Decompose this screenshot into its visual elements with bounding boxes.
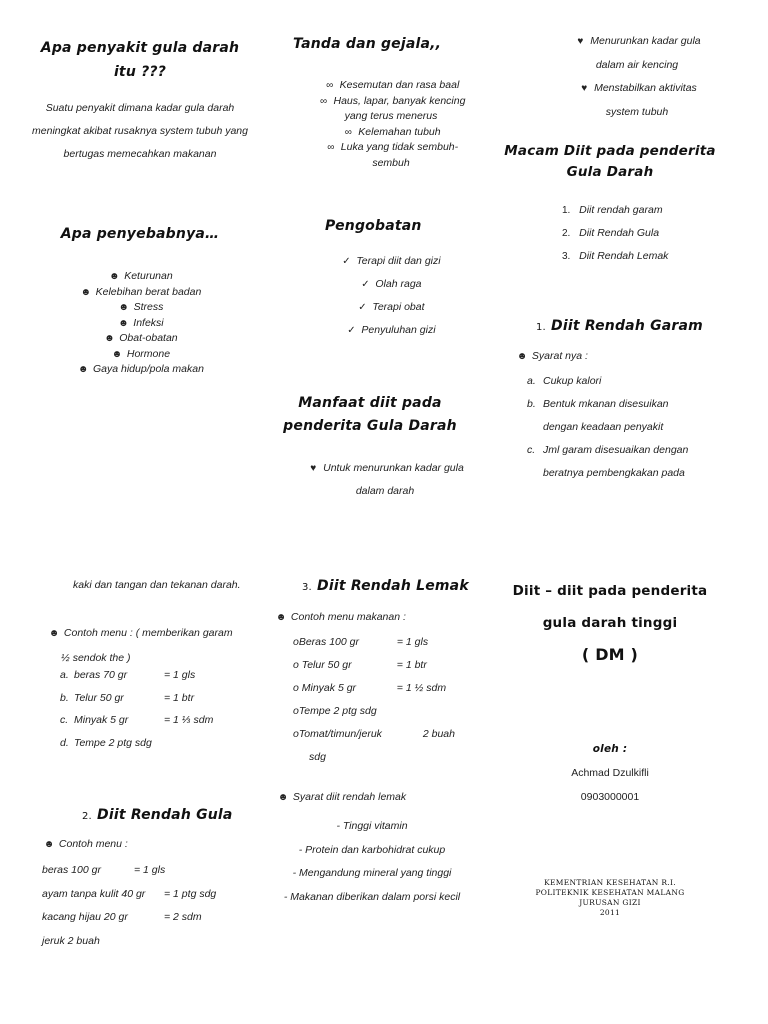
list-item: b. Bentuk mkanan disesuikan dengan keadaan penyakit <box>527 398 669 433</box>
sugar-title: 2. Diit Rendah Gula <box>82 807 233 823</box>
fat-req-label: ☻ Syarat diit rendah lemak <box>277 791 407 803</box>
smiley-icon: ☻ <box>43 839 55 850</box>
list-item: ∞ Luka yang tidak sembuh-sembuh <box>296 140 486 171</box>
fat-menu <box>293 631 455 769</box>
list-item: oTomat/timun/jeruk 2 buah <box>293 728 455 740</box>
check-icon: ✓ <box>342 256 351 267</box>
list-item: oTempe 2 ptg sdg <box>293 705 377 717</box>
sugar-menu <box>42 859 216 953</box>
list-item: - Mengandung mineral yang tinggi <box>292 867 452 879</box>
q1-title: Apa penyakit gula darah itu ??? <box>40 40 240 80</box>
institution-block: KEMENTRIAN KESEHATAN R.I. POLITEKNIK KESEHATAN MALANG JURUSAN GIZI 2011 <box>535 878 685 917</box>
list-item: jeruk 2 buah <box>42 934 100 947</box>
smiley-icon: ☻ <box>118 317 129 329</box>
salt-menu-label: ☻ Contoh menu : ( memberikan garam ½ sendok the ) <box>47 621 233 670</box>
list-item: d. Tempe 2 ptg sdg <box>60 736 152 749</box>
list-item: ∞ Kelemahan tubuh <box>296 125 486 141</box>
salt-reqs <box>527 370 737 485</box>
list-item: ∞ Haus, lapar, banyak kencing yang terus menerus <box>296 94 486 125</box>
list-item: ☻ Hormone <box>30 347 250 363</box>
heart-icon: ♥ <box>310 463 317 474</box>
fat-menu-label: ☻ Contoh menu makanan : <box>275 611 406 623</box>
infinity-icon: ∞ <box>326 80 334 91</box>
infinity-icon: ∞ <box>327 142 335 153</box>
infinity-icon: ∞ <box>320 95 328 107</box>
author-id: 0903000001 <box>580 791 640 803</box>
smiley-icon: ☻ <box>118 302 129 313</box>
list-item: ☻ Keturunan <box>30 269 250 285</box>
smiley-icon: ☻ <box>77 364 89 375</box>
list-item: ☻ Obat-obatan <box>30 331 250 347</box>
smiley-icon: ☻ <box>275 612 287 623</box>
list-item: ☻ Infeksi <box>30 316 250 332</box>
list-item: beras 100 gr = 1 gls <box>42 864 166 876</box>
fat-reqs <box>262 815 482 909</box>
list-item: a. beras 70 gr = 1 gls <box>60 669 196 681</box>
section-number: 3. <box>302 582 312 593</box>
list-item: ♥ Menstabilkan aktivitas system tubuh <box>562 77 712 123</box>
cover <box>500 575 720 671</box>
treatment-list <box>300 250 480 342</box>
list-item: - Tinggi vitamin <box>336 820 408 832</box>
smiley-icon: ☻ <box>277 792 289 803</box>
check-icon: ✓ <box>347 325 356 336</box>
smiley-icon: ☻ <box>516 351 528 362</box>
smiley-icon: ☻ <box>80 286 91 298</box>
list-item: ✓ Terapi diit dan gizi <box>300 250 480 273</box>
symptoms-list <box>296 78 486 171</box>
list-item: b. Telur 50 gr = 1 btr <box>60 691 195 704</box>
list-item: kacang hijau 20 gr = 2 sdm <box>42 911 202 923</box>
list-item: 3. Diit Rendah Lemak <box>562 250 669 262</box>
list-item: o Minyak 5 gr = 1 ½ sdm <box>293 682 447 694</box>
symptoms-title: Tanda dan gejala,, <box>293 36 442 52</box>
author-name: Achmad Dzulkifli <box>571 767 649 779</box>
smiley-icon: ☻ <box>48 628 60 639</box>
q1-body: Suatu penyakit dimana kadar gula darah meningkat akibat rusaknya system tubuh yang bertugas memecahkan makanan <box>32 102 248 160</box>
smiley-icon: ☻ <box>109 271 120 282</box>
types-title: Macam Diit pada penderita Gula Darah <box>504 143 716 180</box>
list-item: oBeras 100 gr = 1 gls <box>293 636 429 648</box>
list-item: sdg <box>309 751 326 763</box>
list-item: c. Minyak 5 gr = 1 ⅓ sdm <box>60 714 214 726</box>
list-item: ✓ Terapi obat <box>300 296 480 319</box>
list-item: ✓ Penyuluhan gizi <box>300 319 480 342</box>
types-list <box>562 199 668 268</box>
salt-menu <box>60 664 213 754</box>
smiley-icon: ☻ <box>104 333 115 344</box>
salt-req-label: ☻ Syarat nya : <box>516 350 588 362</box>
benefit-title: Manfaat diit pada penderita Gula Darah <box>283 395 457 434</box>
list-item: ♥ Menurunkan kadar gula dalam air kencing <box>562 30 712 76</box>
list-item: a. Cukup kalori <box>527 375 602 387</box>
q2-title: Apa penyebabnya… <box>60 226 220 242</box>
causes-list <box>30 269 250 378</box>
list-item: - Protein dan karbohidrat cukup <box>298 843 446 856</box>
heart-icon: ♥ <box>581 83 588 94</box>
check-icon: ✓ <box>361 279 370 290</box>
sugar-menu-label: ☻ Contoh menu : <box>43 838 128 850</box>
list-item: ☻ Gaya hidup/pola makan <box>30 362 250 378</box>
treatment-title: Pengobatan <box>325 218 422 234</box>
cover-title: Diit – diit pada penderita gula darah tinggi ( DM ) <box>512 583 708 664</box>
fat-title: 3. Diit Rendah Lemak <box>302 578 469 594</box>
heart-icon: ♥ <box>577 36 584 47</box>
infinity-icon: ∞ <box>344 126 352 138</box>
list-item: o Telur 50 gr = 1 btr <box>293 659 427 671</box>
list-item: - Makanan diberikan dalam porsi kecil <box>283 890 461 903</box>
section-number: 2. <box>82 811 92 822</box>
by-label: oleh : <box>592 743 628 755</box>
salt-continued: kaki dan tangan dan tekanan darah. <box>73 579 241 591</box>
smiley-icon: ☻ <box>111 348 123 360</box>
list-item: ayam tanpa kulit 40 gr = 1 ptg sdg <box>42 887 217 900</box>
salt-title: 1. Diit Rendah Garam <box>536 318 703 334</box>
author-block <box>500 737 720 809</box>
section-number: 1. <box>536 322 546 333</box>
list-item: ✓ Olah raga <box>300 273 480 296</box>
benefits-list <box>562 30 712 123</box>
list-item: c. Jml garam disesuaikan dengan beratnya pembengkakan pada <box>527 444 689 479</box>
list-item: 2. Diit Rendah Gula <box>562 227 660 239</box>
list-item: ∞ Kesemutan dan rasa baal <box>296 78 486 94</box>
check-icon: ✓ <box>358 302 367 313</box>
list-item: 1. Diit rendah garam <box>562 204 663 216</box>
list-item: ☻ Kelebihan berat badan <box>30 285 250 301</box>
list-item: ☻ Stress <box>30 300 250 316</box>
benefit-item: ♥ Untuk menurunkan kadar gula dalam darah <box>305 457 465 503</box>
